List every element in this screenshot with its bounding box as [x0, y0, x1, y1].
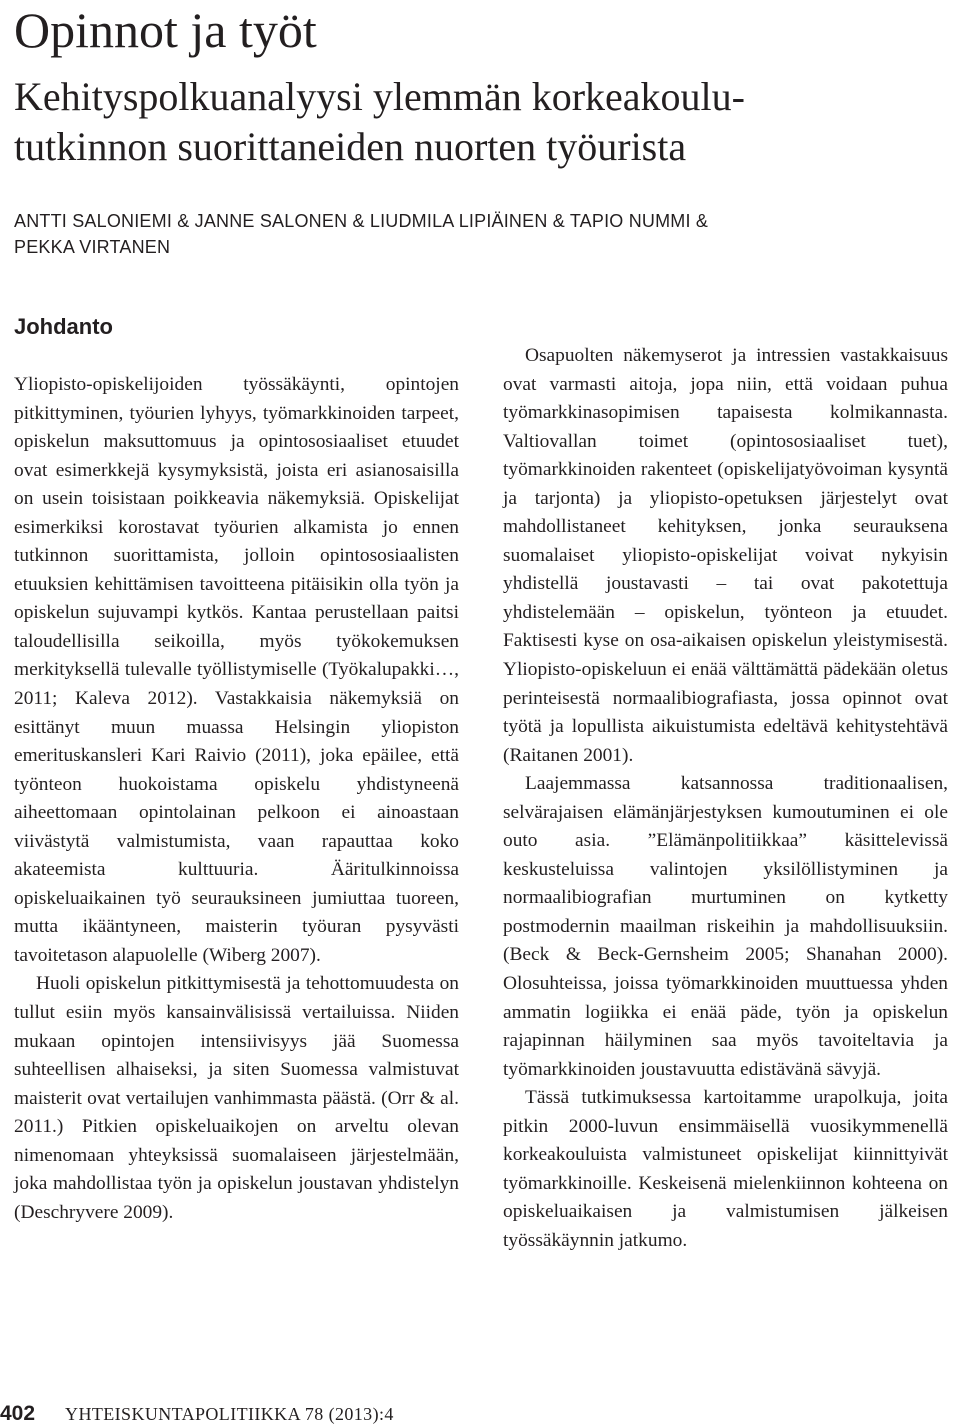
- paragraph: Yliopisto-opiskelijoiden työssäkäynti, opintojen pitkittyminen, työurien lyhyys, työmarkkinoiden tarpeet, opiskelun maksuttomuus ja opintososiaaliset etuudet ovat esimerkkejä kysymyksistä, joista eri asianosaisilla on usein toisistaan poikkeavia näkemyksiä. Opiskelijat esimerkiksi korostavat työurien alkamista jo ennen tutkinnon suorittamista, jolloin opintososiaalisten etuuksien kehittämisen tavoitteena pitäisikin olla työn ja opiskelun sujuvampi kytkös. Kantaa perustellaan paitsi taloudellisilla seikoilla, myös työkokemuksen merkityksellä tulevalle työllistymiselle (Työkalupakki…, 2011; Kaleva 2012). Vastakkaisia näkemyksiä on esittänyt muun muassa Helsingin yliopiston emerituskansleri Kari Raivio (2011), joka epäilee, että työnteon huokoistama opiskelu yhdistyneenä aiheettomaan opintolainan pelkoon ei ainoastaan viivästytä valmistumista, vaan rapauttaa koko akateemista kulttuuria. Ääritulkinnoissa opiskeluaikainen työ seurauksineen jumiuttaa tuoreen, mutta ikääntyneen, maisterin työuran pysyvästi tavoitetason alapuolelle (Wiberg 2007).: [14, 374, 459, 966]
- article-title-line: tutkinnon suorittaneiden nuorten työurista: [14, 124, 687, 169]
- left-column: [14, 371, 459, 1227]
- author-list: [14, 208, 914, 260]
- section-label: Opinnot ja työt: [14, 2, 317, 58]
- journal-name: YHTEISKUNTAPOLITIIKKA 78 (2013):4: [65, 1404, 394, 1424]
- section-heading: Johdanto: [14, 314, 113, 339]
- paragraph: Tässä tutkimuksessa kartoitamme urapolkuja, joita pitkin 2000-luvun ensimmäisellä vuosikymmenellä korkeakouluista valmistuneet opiskelijat kiinnittyivät työmarkkinoille. Keskeisenä mielenkiinnon kohteena on opiskeluaikaisen ja valmistumisen jälkeisen työssäkäynnin jatkumo.: [503, 1087, 948, 1251]
- article-title: [14, 72, 914, 172]
- article-title-line: Kehityspolkuanalyysi ylemmän korkeakoulu-: [14, 74, 745, 119]
- author-list-line: ANTTI SALONIEMI & JANNE SALONEN & LIUDMILA LIPIÄINEN & TAPIO NUMMI &: [14, 211, 709, 231]
- author-list-line: PEKKA VIRTANEN: [14, 237, 171, 257]
- right-column: [503, 342, 948, 1256]
- page-number: 402: [0, 1402, 36, 1425]
- paragraph: Huoli opiskelun pitkittymisestä ja tehottomuudesta on tullut esiin myös kansainvälisissä vertailuissa. Niiden mukaan opintojen intensiivisyys jää Suomessa suhteellisen alhaiseksi, ja siten Suomessa valmistuvat maisterit ovat vertailujen vanhimmasta päästä. (Orr & al. 2011.) Pitkien opiskeluaikojen on arveltu olevan nimenomaan yhteyksissä suomalaiseen järjestelmään, joka mahdollistaa työn ja opiskelun joustavan yhdistelyn (Deschryvere 2009).: [14, 973, 459, 1223]
- paragraph: Osapuolten näkemyserot ja intressien vastakkaisuus ovat varmasti aitoja, jopa niin, että voidaan puhua työmarkkinasopimisen tapaisesta kolmikannasta. Valtiovallan toimet (opintososiaaliset tuet), työmarkkinoiden rakenteet (opiskelijatyövoiman kysyntä ja tarjonta) ja yliopisto-opetuksen järjestelyt ovat mahdollistaneet kehityksen, jonka seurauksena suomalaiset yliopisto-opiskelijat voivat nykyisin yhdistellä joustavasti – tai ovat pakotettuja yhdistelemään – opiskelun, työnteon ja etuudet. Faktisesti kyse on osa-aikaisen opiskelun yleistymisestä. Yliopisto-opiskeluun ei enää välttämättä pädekään oletus perinteisestä normaalibiografiasta, jossa opinnot ovat työtä ja lopullista aikuistumista edeltävä kehitystehtävä (Raitanen 2001).: [503, 345, 948, 766]
- page-footer: [0, 1402, 394, 1426]
- paragraph: Laajemmassa katsannossa traditionaalisen, selvärajaisen elämänjärjestyksen kumoutuminen ei ole outo asia. ”Elämänpolitiikkaa” käsittelevissä keskusteluissa valintojen yksilöllistyminen ja normaalibiografian murtuminen on kytketty postmodernin maailman riskeihin ja mahdollisuuksiin. (Beck & Beck-Gernsheim 2005; Shanahan 2000). Olosuhteissa, joissa työmarkkinoiden muuttuessa yhden ammatin logiikka ei enää päde, työn ja opiskelun rajapinnan häilyminen saa myös tavoiteltavia ja työmarkkinoiden joustavuutta edistävänä sävyjä.: [503, 773, 948, 1080]
